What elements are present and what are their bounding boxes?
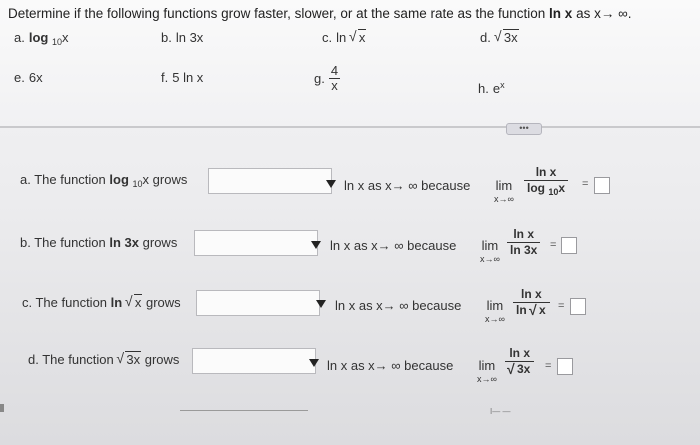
row-d-prefix: d. The function bbox=[28, 352, 114, 367]
option-g-fraction bbox=[329, 64, 340, 94]
option-c-text: ln bbox=[336, 30, 347, 45]
row-b-lim bbox=[480, 238, 500, 264]
row-c-den-radicand: x bbox=[539, 302, 546, 317]
row-c-lim-text: lim bbox=[486, 298, 504, 313]
row-d-limit-input[interactable] bbox=[557, 358, 573, 375]
row-c-lim-under: x→∞ bbox=[485, 314, 505, 324]
row-c-num: ln x bbox=[521, 287, 542, 301]
row-a-lim-under: x→∞ bbox=[494, 194, 514, 204]
row-b-label bbox=[20, 235, 177, 250]
row-b-reason: ln x as x→ ∞ because bbox=[330, 238, 457, 253]
row-b-limit-input[interactable] bbox=[561, 237, 577, 254]
row-d-label bbox=[28, 352, 179, 367]
option-g-label: g. bbox=[314, 71, 325, 87]
row-a-den bbox=[524, 180, 568, 197]
question-function: ln x bbox=[549, 6, 573, 21]
option-f-text: 5 ln x bbox=[172, 70, 204, 85]
row-d-equals: = bbox=[545, 360, 552, 372]
sqrt-icon bbox=[117, 352, 141, 367]
chevron-down-icon[interactable] bbox=[326, 180, 336, 188]
option-e bbox=[14, 70, 43, 85]
row-a-func: log bbox=[109, 172, 129, 187]
chevron-down-icon[interactable] bbox=[309, 359, 319, 367]
row-a-den-text: log bbox=[527, 180, 545, 195]
row-c-label bbox=[22, 295, 181, 310]
row-b-func: ln 3x bbox=[109, 235, 140, 250]
row-c-lim bbox=[485, 298, 505, 324]
option-e-label: e. bbox=[14, 70, 25, 85]
option-a-sub: 10 bbox=[51, 37, 62, 47]
option-f-label: f. bbox=[161, 70, 169, 85]
row-a-answer-dropdown[interactable] bbox=[208, 168, 332, 194]
edge-mark bbox=[0, 404, 4, 412]
option-h bbox=[478, 80, 505, 96]
row-c-equals: = bbox=[558, 300, 565, 312]
divider-line bbox=[180, 410, 308, 411]
row-d-answer-dropdown[interactable] bbox=[192, 348, 316, 374]
row-d-radicand: 3x bbox=[126, 352, 141, 367]
row-d-num: ln x bbox=[509, 346, 531, 360]
row-a-fraction bbox=[524, 166, 568, 197]
option-h-label: h. bbox=[478, 81, 489, 96]
option-b-text: ln 3x bbox=[175, 30, 204, 45]
row-c-fraction bbox=[513, 288, 550, 318]
sqrt-icon bbox=[350, 30, 367, 45]
sqrt-icon bbox=[508, 363, 531, 377]
option-d bbox=[480, 30, 519, 45]
option-c-radicand: x bbox=[358, 30, 366, 45]
row-a-sub: 10 bbox=[132, 179, 143, 189]
option-b-label: b. bbox=[161, 30, 172, 45]
row-a-den-sub: 10 bbox=[548, 186, 559, 197]
option-g bbox=[314, 64, 340, 94]
footer-mark: I— — bbox=[490, 407, 511, 416]
row-c-radicand: x bbox=[134, 295, 142, 310]
row-c-limit-input[interactable] bbox=[570, 298, 586, 315]
question-prefix: Determine if the following functions grow faster, slower, or at the same rate as the function bbox=[8, 6, 546, 21]
option-a-label: a. bbox=[14, 30, 25, 45]
option-h-exp: x bbox=[500, 80, 505, 90]
option-b bbox=[161, 30, 203, 45]
row-a-suffix: grows bbox=[152, 172, 188, 187]
row-c-suffix: grows bbox=[145, 295, 181, 310]
question-text bbox=[8, 6, 631, 21]
sqrt-icon bbox=[530, 304, 547, 318]
row-b-den: ln 3x bbox=[507, 242, 540, 258]
option-h-base: e bbox=[492, 81, 501, 96]
row-d-lim bbox=[477, 358, 497, 384]
row-c-den bbox=[513, 302, 550, 318]
row-b-prefix: b. The function bbox=[20, 235, 106, 250]
row-d-lim-text: lim bbox=[478, 358, 496, 373]
row-c-func: ln bbox=[110, 295, 123, 310]
row-a-equals: = bbox=[582, 178, 589, 190]
sqrt-icon bbox=[495, 30, 519, 45]
option-g-num: 4 bbox=[330, 63, 339, 78]
row-b-fraction bbox=[507, 228, 540, 258]
option-a-var: x bbox=[61, 30, 69, 45]
expand-button[interactable]: ••• bbox=[506, 123, 542, 135]
question-suffix: as x→ ∞. bbox=[576, 6, 632, 21]
chevron-down-icon[interactable] bbox=[311, 241, 321, 249]
row-a-var: x bbox=[142, 172, 150, 187]
row-a-lim-text: lim bbox=[495, 178, 513, 193]
row-b-answer-dropdown[interactable] bbox=[194, 230, 318, 256]
row-d-den bbox=[505, 361, 534, 377]
question-header bbox=[0, 0, 700, 128]
row-c-reason: ln x as x→ ∞ because bbox=[335, 298, 462, 313]
row-d-fraction bbox=[505, 347, 534, 377]
row-d-den-radicand: 3x bbox=[517, 361, 531, 376]
option-g-den: x bbox=[331, 78, 338, 94]
option-e-text: 6x bbox=[28, 70, 43, 85]
row-b-equals: = bbox=[550, 239, 557, 251]
option-a-text: log bbox=[28, 30, 49, 45]
row-a-prefix: a. The function bbox=[20, 172, 106, 187]
row-a-label bbox=[20, 172, 187, 189]
row-b-num: ln x bbox=[513, 227, 535, 241]
row-c-answer-dropdown[interactable] bbox=[196, 290, 320, 316]
row-a-lim bbox=[494, 178, 514, 204]
row-b-lim-under: x→∞ bbox=[480, 254, 500, 264]
row-a-num: ln x bbox=[535, 165, 557, 179]
row-d-suffix: grows bbox=[144, 352, 180, 367]
option-a bbox=[14, 30, 68, 47]
row-d-lim-under: x→∞ bbox=[477, 374, 497, 384]
row-b-lim-text: lim bbox=[481, 238, 499, 253]
row-c-den-text: ln bbox=[516, 302, 527, 317]
row-b-suffix: grows bbox=[142, 235, 178, 250]
option-f bbox=[161, 70, 203, 85]
option-d-label: d. bbox=[480, 30, 491, 45]
sqrt-icon bbox=[126, 295, 143, 310]
option-d-radicand: 3x bbox=[503, 30, 518, 45]
row-a-reason: ln x as x→ ∞ because bbox=[344, 178, 471, 193]
option-c-label: c. bbox=[322, 30, 333, 45]
option-c bbox=[322, 30, 366, 45]
chevron-down-icon[interactable] bbox=[316, 300, 326, 308]
row-d-reason: ln x as x→ ∞ because bbox=[327, 358, 454, 373]
row-c-prefix: c. The function bbox=[22, 295, 108, 310]
row-a-den-var: x bbox=[558, 180, 566, 195]
row-a-limit-input[interactable] bbox=[594, 177, 610, 194]
